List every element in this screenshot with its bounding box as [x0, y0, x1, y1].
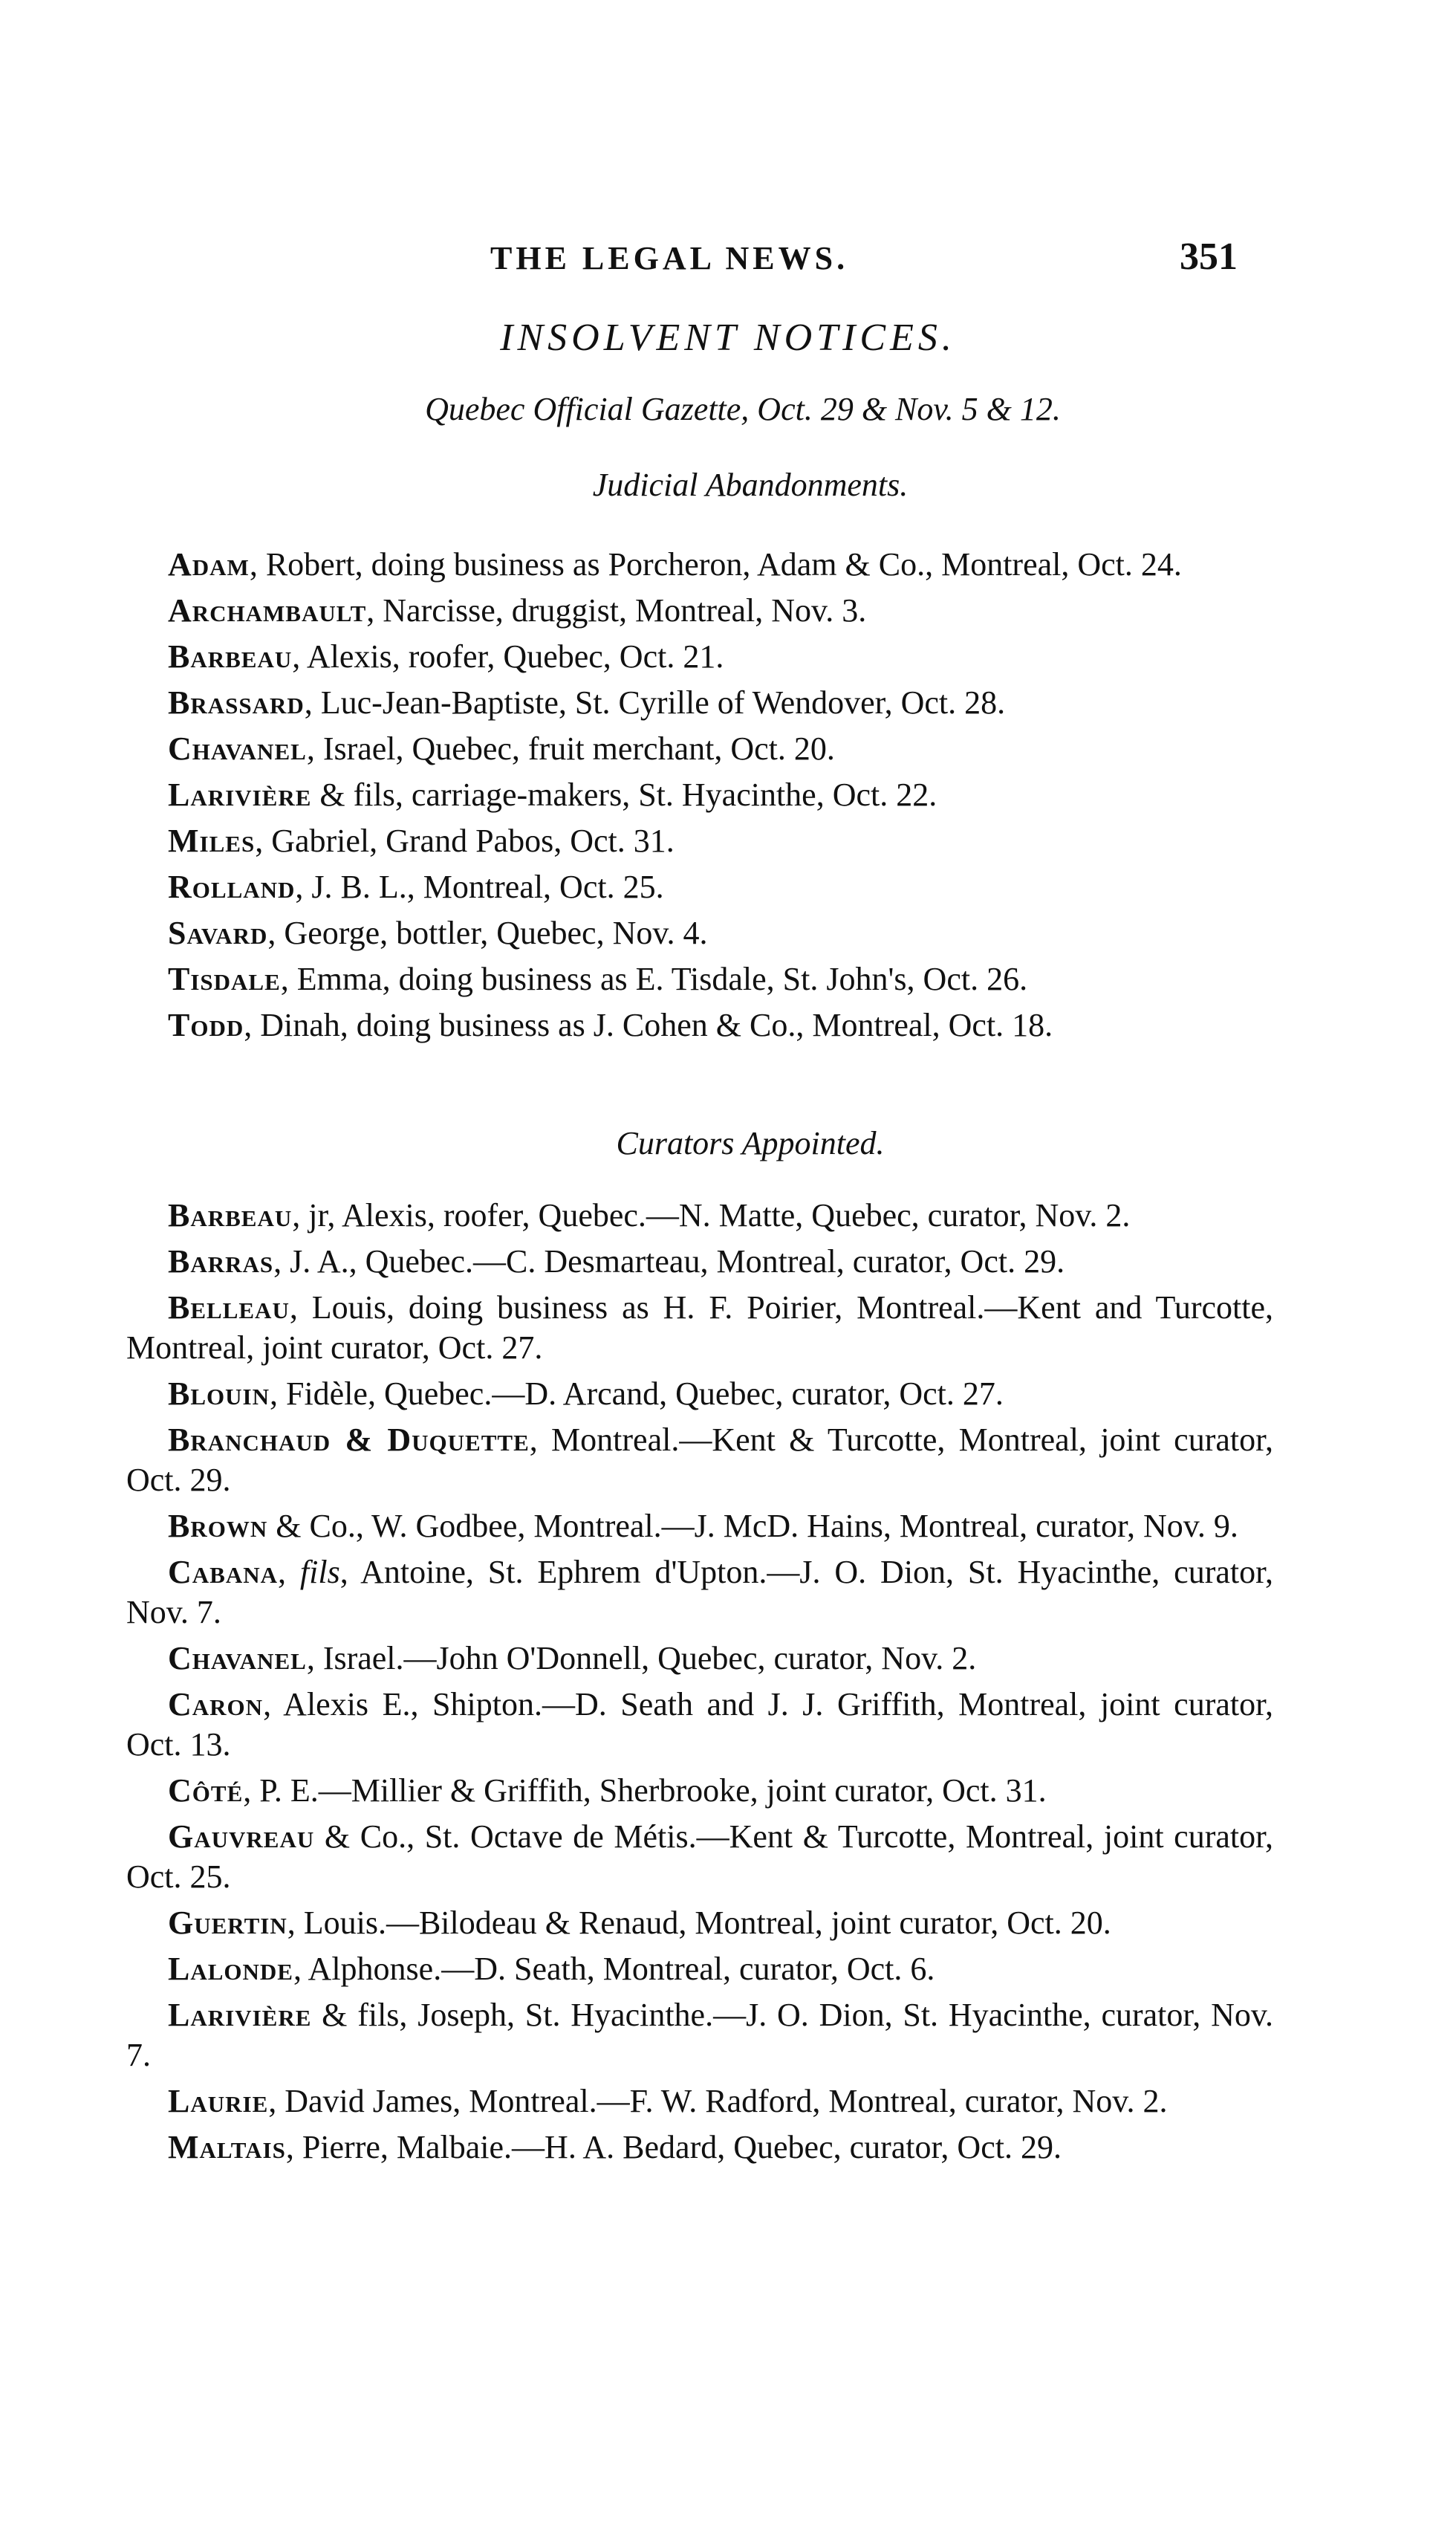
list-item — [126, 1242, 1273, 1282]
list-item — [126, 1374, 1273, 1414]
entry-name: Barbeau — [168, 638, 293, 675]
entry-text: , Narcisse, druggist, Montreal, Nov. 3. — [366, 592, 867, 629]
list-item — [126, 867, 1273, 907]
judicial-abandonments-list — [126, 545, 1273, 1051]
entry-text: & fils, carriage-makers, St. Hyacinthe, Oct. 22. — [311, 777, 937, 813]
list-item — [126, 683, 1273, 723]
list-item — [126, 1685, 1273, 1765]
entry-text: , Gabriel, Grand Pabos, Oct. 31. — [255, 823, 675, 859]
entry-text: , Fidèle, Quebec.—D. Arcand, Quebec, curator, Oct. 27. — [269, 1375, 1004, 1412]
entry-name: Chavanel — [168, 1640, 307, 1676]
list-item — [126, 2127, 1273, 2168]
section-heading-judicial-abandonments: Judicial Abandonments. — [592, 467, 909, 503]
entry-name: Maltais — [168, 2129, 286, 2165]
list-item — [126, 1639, 1273, 1679]
entry-name: Laurie — [168, 2083, 269, 2119]
list-item — [126, 2081, 1273, 2122]
page-title: INSOLVENT NOTICES. — [500, 317, 956, 359]
list-item — [126, 637, 1273, 677]
entry-italic: fils — [299, 1554, 340, 1590]
entry-name: Belleau — [168, 1289, 290, 1326]
entry-name: Chavanel — [168, 730, 307, 767]
entry-text: , George, bottler, Quebec, Nov. 4. — [267, 915, 708, 951]
list-item — [126, 1288, 1273, 1368]
list-item — [126, 1995, 1273, 2075]
entry-text: , J. B. L., Montreal, Oct. 25. — [295, 869, 664, 905]
entry-text: , Israel, Quebec, fruit merchant, Oct. 20. — [306, 730, 835, 767]
entry-text: , Louis, doing business as H. F. Poirier, Montreal.—Kent and Turcotte, Montreal, joint curator, Oct. 27. — [126, 1289, 1273, 1366]
entry-name: Archambault — [168, 592, 367, 629]
list-item — [126, 1196, 1273, 1236]
entry-text: , Montreal.—Kent & Turcotte, Montreal, joint curator, Oct. 29. — [126, 1422, 1273, 1498]
entry-name: Guertin — [168, 1905, 287, 1941]
entry-name: Rolland — [168, 869, 296, 905]
list-item — [126, 821, 1273, 861]
entry-text: , Israel.—John O'Donnell, Quebec, curator, Nov. 2. — [306, 1640, 977, 1676]
curators-appointed-list — [126, 1196, 1273, 2174]
entry-text: , Luc-Jean-Baptiste, St. Cyrille of Wendover, Oct. 28. — [304, 684, 1006, 721]
entry-name: Branchaud & Duquette — [168, 1422, 530, 1458]
list-item — [126, 1903, 1273, 1943]
entry-text: , David James, Montreal.—F. W. Radford, Montreal, curator, Nov. 2. — [268, 2083, 1168, 2119]
section-heading-curators-appointed: Curators Appointed. — [616, 1125, 885, 1161]
gazette-subtitle: Quebec Official Gazette, Oct. 29 & Nov. 5 & 12. — [425, 391, 1061, 427]
list-item — [126, 959, 1273, 999]
entry-name: Tisdale — [168, 961, 281, 997]
entry-name: Brown — [168, 1508, 268, 1544]
entry-text: & Co., W. Godbee, Montreal.—J. McD. Hains, Montreal, curator, Nov. 9. — [267, 1508, 1238, 1544]
entry-text: , Alexis E., Shipton.—D. Seath and J. J. Griffith, Montreal, joint curator, Oct. 13. — [126, 1686, 1273, 1763]
entry-text: , Robert, doing business as Porcheron, Adam & Co., Montreal, Oct. 24. — [249, 546, 1182, 583]
entry-text: , jr, Alexis, roofer, Quebec.—N. Matte, Quebec, curator, Nov. 2. — [292, 1197, 1131, 1234]
entry-text: , Pierre, Malbaie.—H. A. Bedard, Quebec, curator, Oct. 29. — [285, 2129, 1062, 2165]
entry-name: Lalonde — [168, 1951, 293, 1987]
entry-name: Brassard — [168, 684, 305, 721]
entry-text: & fils, Joseph, St. Hyacinthe.—J. O. Dion, St. Hyacinthe, curator, Nov. 7. — [126, 1997, 1273, 2073]
page-header — [0, 236, 1456, 284]
entry-name: Côté — [168, 1772, 244, 1809]
running-title: THE LEGAL NEWS. — [490, 240, 849, 276]
list-item — [126, 1005, 1273, 1046]
entry-name: Larivière — [168, 1997, 312, 2033]
entry-name: Miles — [168, 823, 256, 859]
entry-text: , Alexis, roofer, Quebec, Oct. 21. — [292, 638, 724, 675]
entry-name: Blouin — [168, 1375, 270, 1412]
list-item — [126, 775, 1273, 815]
list-item — [126, 1949, 1273, 1989]
list-item — [126, 729, 1273, 769]
entry-name: Larivière — [168, 777, 312, 813]
list-item — [126, 1771, 1273, 1811]
entry-text: , Antoine, St. Ephrem d'Upton.—J. O. Dion, St. Hyacinthe, curator, Nov. 7. — [126, 1554, 1273, 1630]
entry-text: , J. A., Quebec.—C. Desmarteau, Montreal, curator, Oct. 29. — [273, 1243, 1065, 1280]
entry-name: Caron — [168, 1686, 264, 1722]
entry-name: Gauvreau — [168, 1818, 315, 1855]
entry-text: , Louis.—Bilodeau & Renaud, Montreal, joint curator, Oct. 20. — [287, 1905, 1111, 1941]
entry-name: Cabana — [168, 1554, 279, 1590]
entry-name: Savard — [168, 915, 268, 951]
entry-name: Barras — [168, 1243, 274, 1280]
entry-name: Barbeau — [168, 1197, 293, 1234]
list-item — [126, 1817, 1273, 1897]
entry-text: , Dinah, doing business as J. Cohen & Co., Montreal, Oct. 18. — [244, 1007, 1053, 1043]
entry-name: Adam — [168, 546, 250, 583]
list-item — [126, 1420, 1273, 1500]
entry-text: , Emma, doing business as E. Tisdale, St. John's, Oct. 26. — [280, 961, 1028, 997]
entry-text: , P. E.—Millier & Griffith, Sherbrooke, joint curator, Oct. 31. — [243, 1772, 1047, 1809]
page-number: 351 — [1180, 236, 1238, 278]
list-item — [126, 913, 1273, 953]
list-item — [126, 591, 1273, 631]
list-item — [126, 1506, 1273, 1546]
entry-name: Todd — [168, 1007, 244, 1043]
entry-text: & Co., St. Octave de Métis.—Kent & Turcotte, Montreal, joint curator, Oct. 25. — [126, 1818, 1273, 1895]
list-item — [126, 545, 1273, 585]
list-item: Cabana, fils, Antoine, St. Ephrem d'Upton.—J. O. Dion, St. Hyacinthe, curator, Nov. 7. — [126, 1554, 1273, 1630]
entry-text: , Alphonse.—D. Seath, Montreal, curator, Oct. 6. — [293, 1951, 935, 1987]
